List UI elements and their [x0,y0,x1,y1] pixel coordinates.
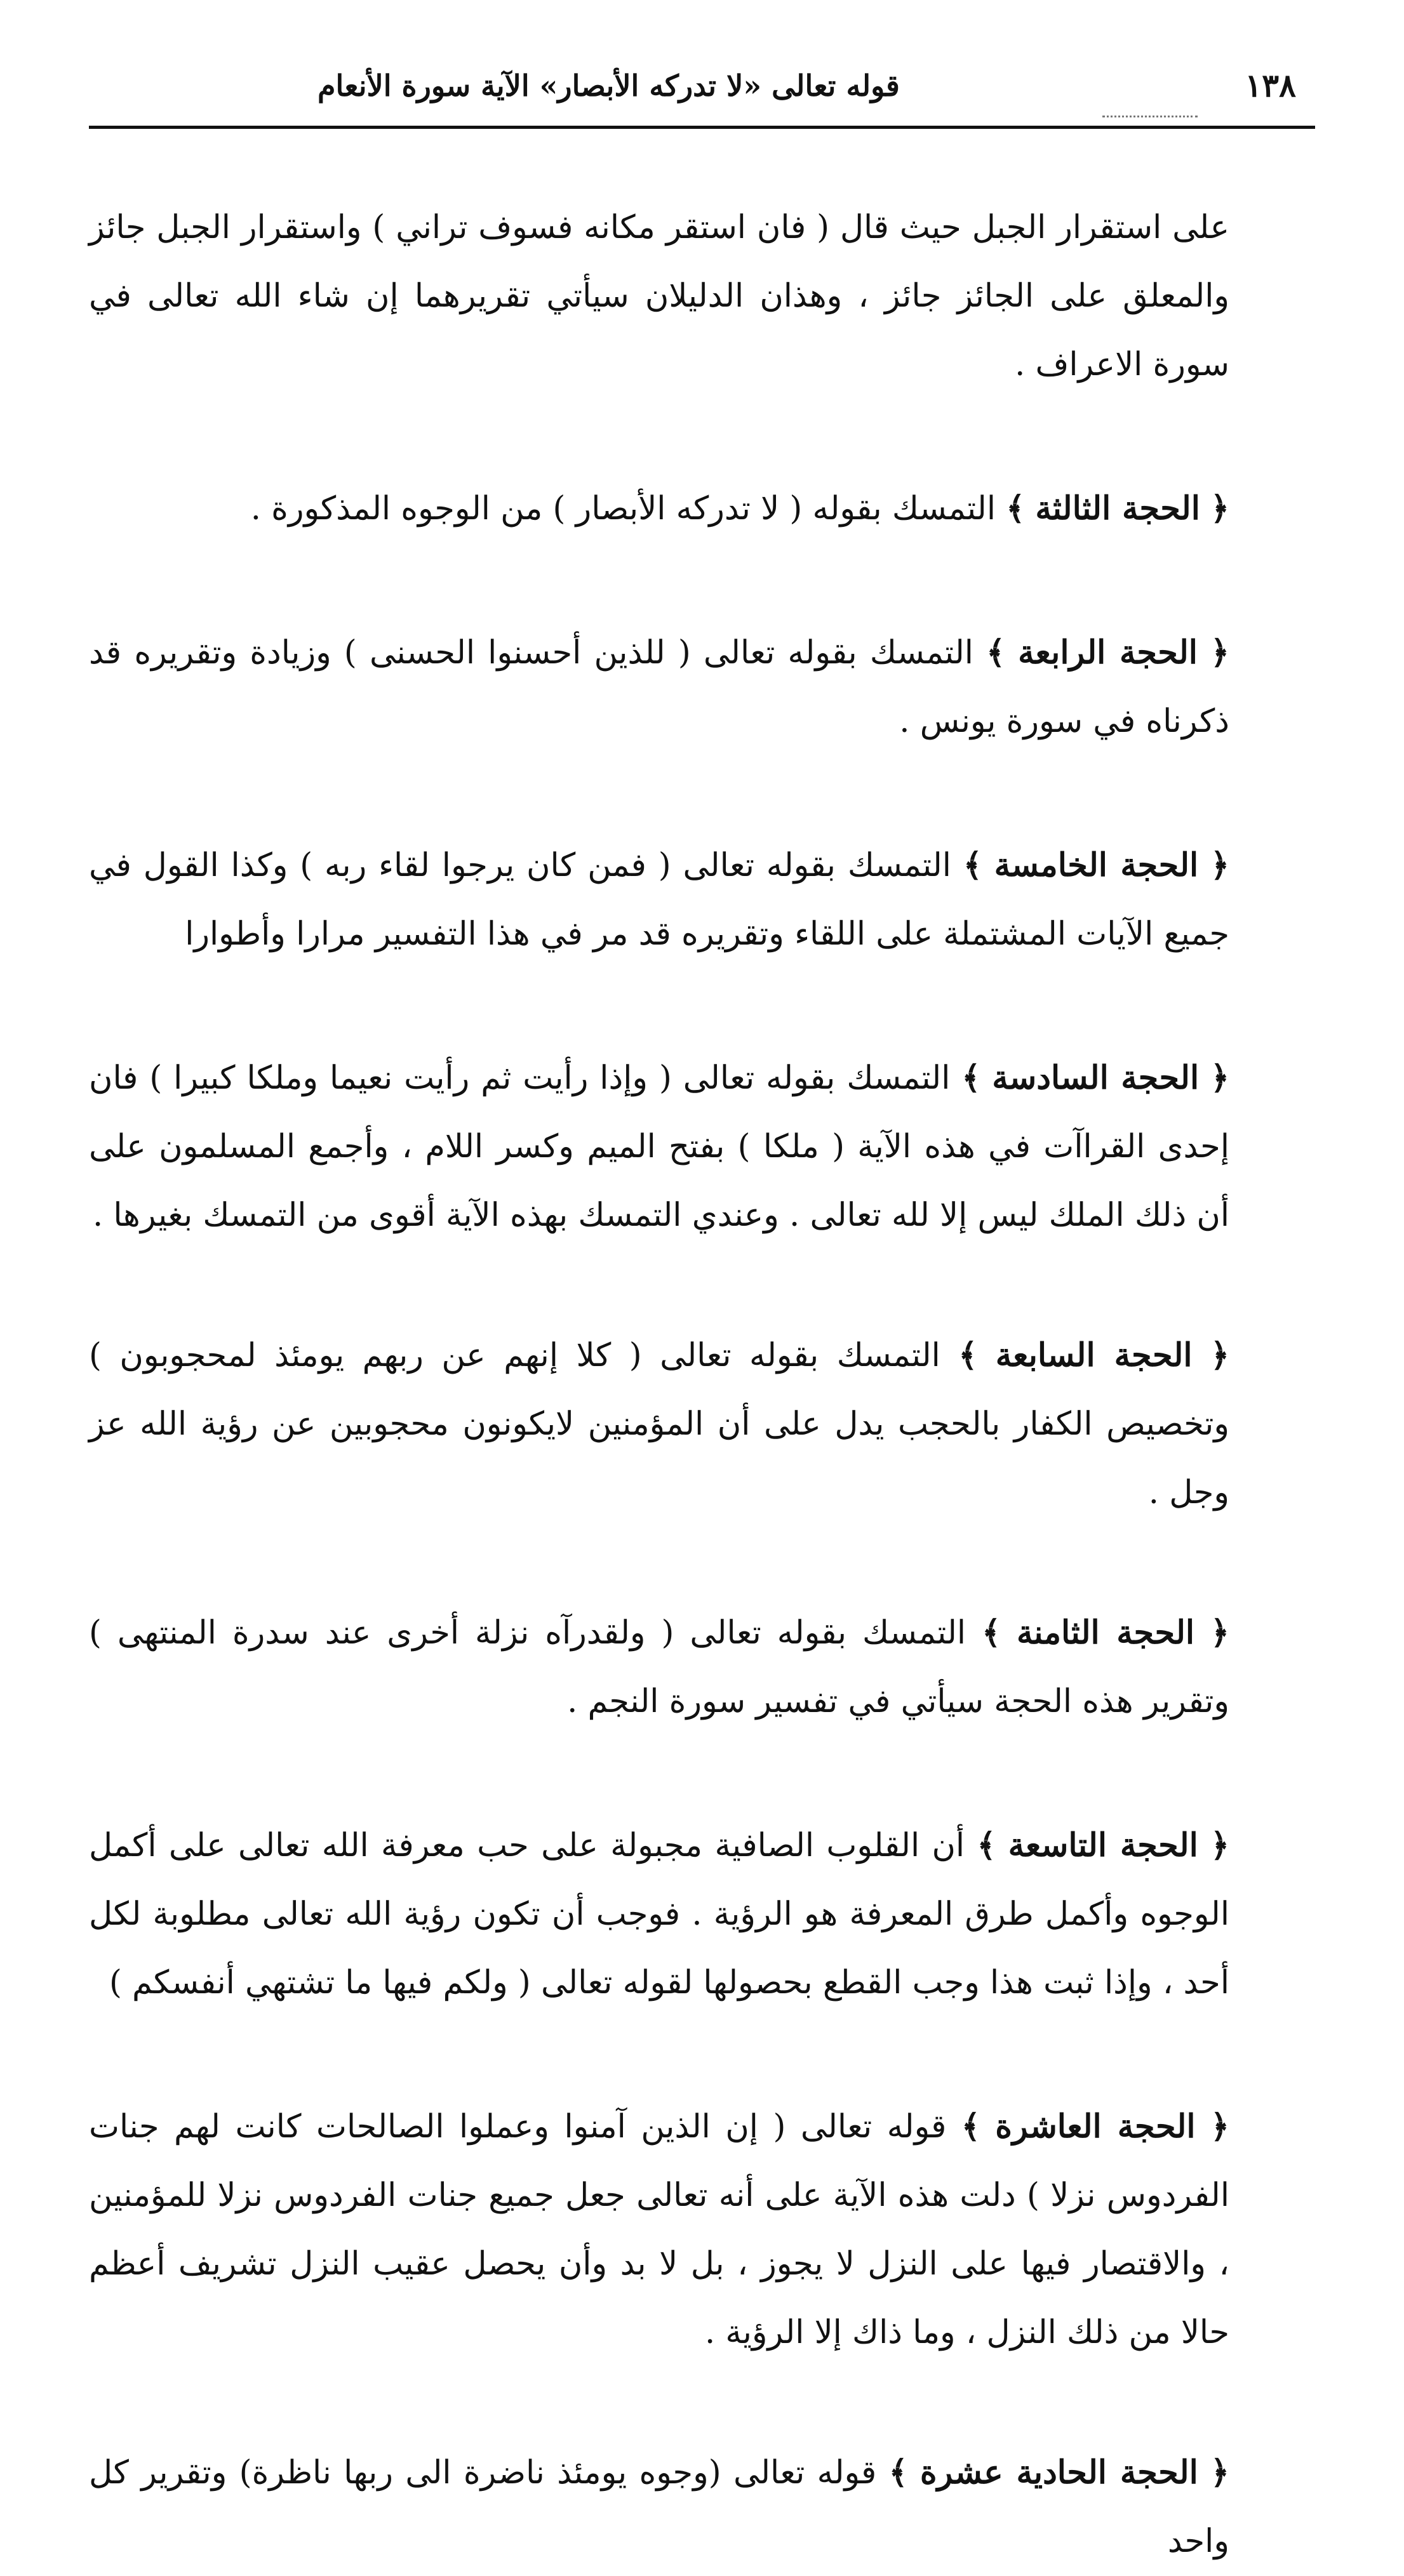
ornament-open-icon: ﴿ [1210,634,1230,672]
argument-label: الحجة الرابعة [1018,634,1198,672]
paragraph-text: التمسك بقوله ( لا تدركه الأبصار ) من الوجوه المذكورة . [250,490,996,528]
paragraph-text: قوله تعالى ( إن الذين آمنوا وعملوا الصالحات كانت لهم جنات الفردوس نزلا ) دلت هذه الآية على أنه تعالى جعل جميع جنات الفردوس نزلا للمؤمنين ، والاقتصار فيها على النزل لا يجوز ، بل لا بد وأن يحصل عقيب النزل تشريف أعظم حالا من ذلك النزل ، وما ذاك إلا الرؤية . [89,2108,1229,2351]
running-title: قوله تعالى «لا تدركه الأبصار» الآية سورة الأنعام [318,69,900,103]
paragraph-argument-8 [89,1598,1229,1736]
argument-label: الحجة الثامنة [1016,1614,1195,1652]
page-body [89,194,1229,2576]
ornament-open-icon: ﴿ [1210,1059,1230,1097]
paragraph-argument-10 [89,2092,1229,2367]
ornament-open-icon: ﴿ [1210,489,1229,528]
paragraph-continuation [89,194,1229,399]
ornament-open-icon: ﴿ [1210,2453,1229,2492]
argument-label: الحجة العاشرة [995,2108,1196,2146]
paragraph-text: التمسك بقوله تعالى ( ولقدرآه نزلة أخرى عند سدرة المنتهى ) وتقرير هذه الحجة سيأتي في تفسير سورة النجم . [89,1614,1229,1720]
ornament-close-icon: ﴾ [963,846,982,884]
ornament-close-icon: ﴾ [958,1336,978,1374]
ornament-close-icon: ﴾ [977,1826,996,1864]
ornament-close-icon: ﴾ [1006,489,1026,528]
paragraph-text: قوله تعالى (وجوه يومئذ ناضرة الى ربها ناظرة) وتقرير كل واحد [89,2454,1229,2560]
header-rule [89,126,1315,129]
ornament-open-icon: ﴿ [1210,1826,1229,1864]
argument-label: الحجة الخامسة [994,846,1199,884]
page-number: ١٣٨ [1245,67,1296,104]
page-header [108,60,1296,117]
ornament-open-icon: ﴿ [1210,2108,1229,2146]
argument-label: الحجة السادسة [992,1059,1200,1097]
paragraph-text: أن القلوب الصافية مجبولة على حب معرفة الله تعالى على أكمل الوجوه وأكمل طرق المعرفة هو الرؤية . فوجب أن تكون رؤية الله تعالى مطلوبة لكل أحد ، وإذا ثبت هذا وجب القطع بحصولها لقوله تعالى ( ولكم فيها ما تشتهي أنفسكم ) [89,1827,1229,2002]
ornament-close-icon: ﴾ [888,2453,908,2492]
paragraph-argument-5 [89,831,1229,969]
paragraph-argument-3 [89,474,1229,543]
paragraph-argument-4 [89,618,1229,756]
paragraph-argument-6 [89,1044,1229,1250]
ornament-close-icon: ﴾ [982,1614,1001,1652]
header-dotted-mark [1102,116,1198,117]
paragraph-text: التمسك بقوله تعالى ( للذين أحسنوا الحسنى ) وزيادة وتقريره قد ذكرناه في سورة يونس . [89,634,1229,740]
paragraph-argument-11 [89,2438,1229,2576]
argument-label: الحجة التاسعة [1008,1826,1198,1864]
ornament-close-icon: ﴾ [961,1059,981,1097]
paragraph-argument-7 [89,1321,1229,1527]
paragraph-argument-9 [89,1811,1229,2017]
ornament-close-icon: ﴾ [986,634,1005,672]
argument-label: الحجة السابعة [995,1336,1193,1374]
ornament-close-icon: ﴾ [961,2108,980,2146]
paragraph-text: التمسك بقوله تعالى ( فمن كان يرجوا لقاء ربه ) وكذا القول في جميع الآيات المشتملة على اللقاء وتقريره قد مر في هذا التفسير مرارا وأطوارا [89,847,1229,953]
paragraph-text: على استقرار الجبل حيث قال ( فان استقر مكانه فسوف تراني ) واستقرار الجبل جائز والمعلق على الجائز جائز ، وهذان الدليلان سيأتي تقريرهما إن شاء الله تعالى في سورة الاعراف . [89,209,1229,383]
ornament-open-icon: ﴿ [1210,1614,1229,1652]
ornament-open-icon: ﴿ [1210,1336,1229,1374]
ornament-open-icon: ﴿ [1210,846,1229,884]
paragraph-text: التمسك بقوله تعالى ( كلا إنهم عن ربهم يومئذ لمحجوبون ) وتخصيص الكفار بالحجب يدل على أن المؤمنين لايكونون محجوبين عن رؤية الله عز وجل . [89,1337,1229,1511]
paragraph-text: التمسك بقوله تعالى ( وإذا رأيت ثم رأيت نعيما وملكا كبيرا ) فان إحدى القراآت في هذه الآية ( ملكا ) بفتح الميم وكسر اللام ، وأجمع المسلمون على أن ذلك الملك ليس إلا لله تعالى . وعندي التمسك بهذه الآية أقوى من التمسك بغيرها . [89,1059,1229,1234]
argument-label: الحجة الحادية عشرة [919,2453,1198,2492]
argument-label: الحجة الثالثة [1035,489,1200,528]
